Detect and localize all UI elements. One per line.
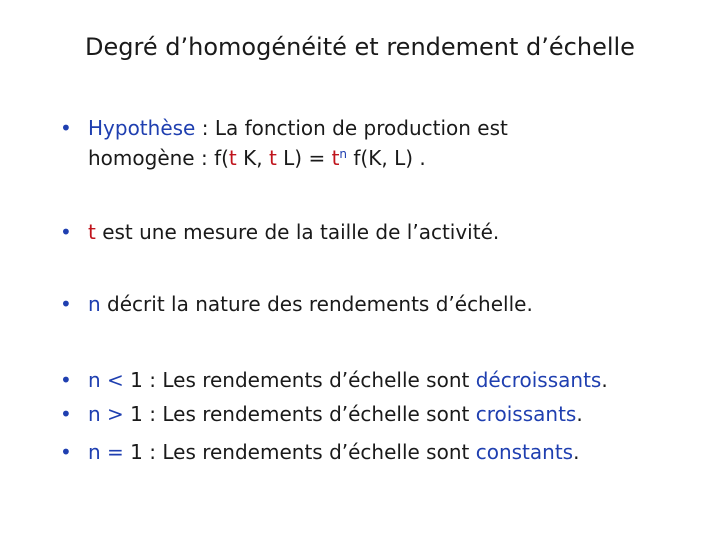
var-t: t (88, 220, 96, 244)
case-description: 1 : Les rendements d’échelle sont (130, 402, 476, 426)
bullet-dot: • (60, 402, 72, 426)
hypothesis-line-2 (88, 144, 426, 172)
case-text (88, 438, 579, 466)
case-description: 1 : Les rendements d’échelle sont (130, 440, 476, 464)
bullet-dot: • (60, 368, 72, 392)
bullet-t-text (88, 218, 499, 246)
case-text (88, 366, 608, 394)
formula-part: K, (236, 146, 269, 170)
case-operator: = (100, 440, 131, 464)
hypothesis-label: Hypothèse (88, 116, 196, 140)
bullet-dot: • (60, 440, 72, 464)
case-operator: < (100, 368, 131, 392)
bullet-n-text (88, 290, 533, 318)
case-end: . (573, 440, 580, 464)
formula-t: t (268, 146, 277, 170)
n-description: décrit la nature des rendements d’échelle. (100, 292, 533, 316)
hypothesis-sep: : La fonction de production est (195, 116, 508, 140)
formula-part: f(K, L) . (347, 146, 426, 170)
case-n: n (88, 440, 101, 464)
case-description: 1 : Les rendements d’échelle sont (130, 368, 476, 392)
case-end: . (576, 402, 583, 426)
formula-part: L) = (276, 146, 332, 170)
case-n: n (88, 402, 101, 426)
hypothesis-line-1 (88, 114, 508, 142)
case-text (88, 400, 583, 428)
formula-exponent-n: n (339, 147, 348, 161)
case-end: . (601, 368, 608, 392)
formula-t: t (331, 146, 340, 170)
case-kind: croissants (475, 402, 577, 426)
t-description: est une mesure de la taille de l’activité. (95, 220, 500, 244)
case-kind: décroissants (475, 368, 602, 392)
bullet-dot: • (60, 116, 72, 140)
bullet-dot: • (60, 220, 72, 244)
case-n: n (88, 368, 101, 392)
case-operator: > (100, 402, 131, 426)
slide-title: Degré d’homogénéité et rendement d’échelle (85, 33, 635, 61)
formula-part: homogène : f( (88, 146, 229, 170)
case-kind: constants (475, 440, 574, 464)
var-n: n (88, 292, 101, 316)
bullet-dot: • (60, 292, 72, 316)
formula-t: t (228, 146, 237, 170)
